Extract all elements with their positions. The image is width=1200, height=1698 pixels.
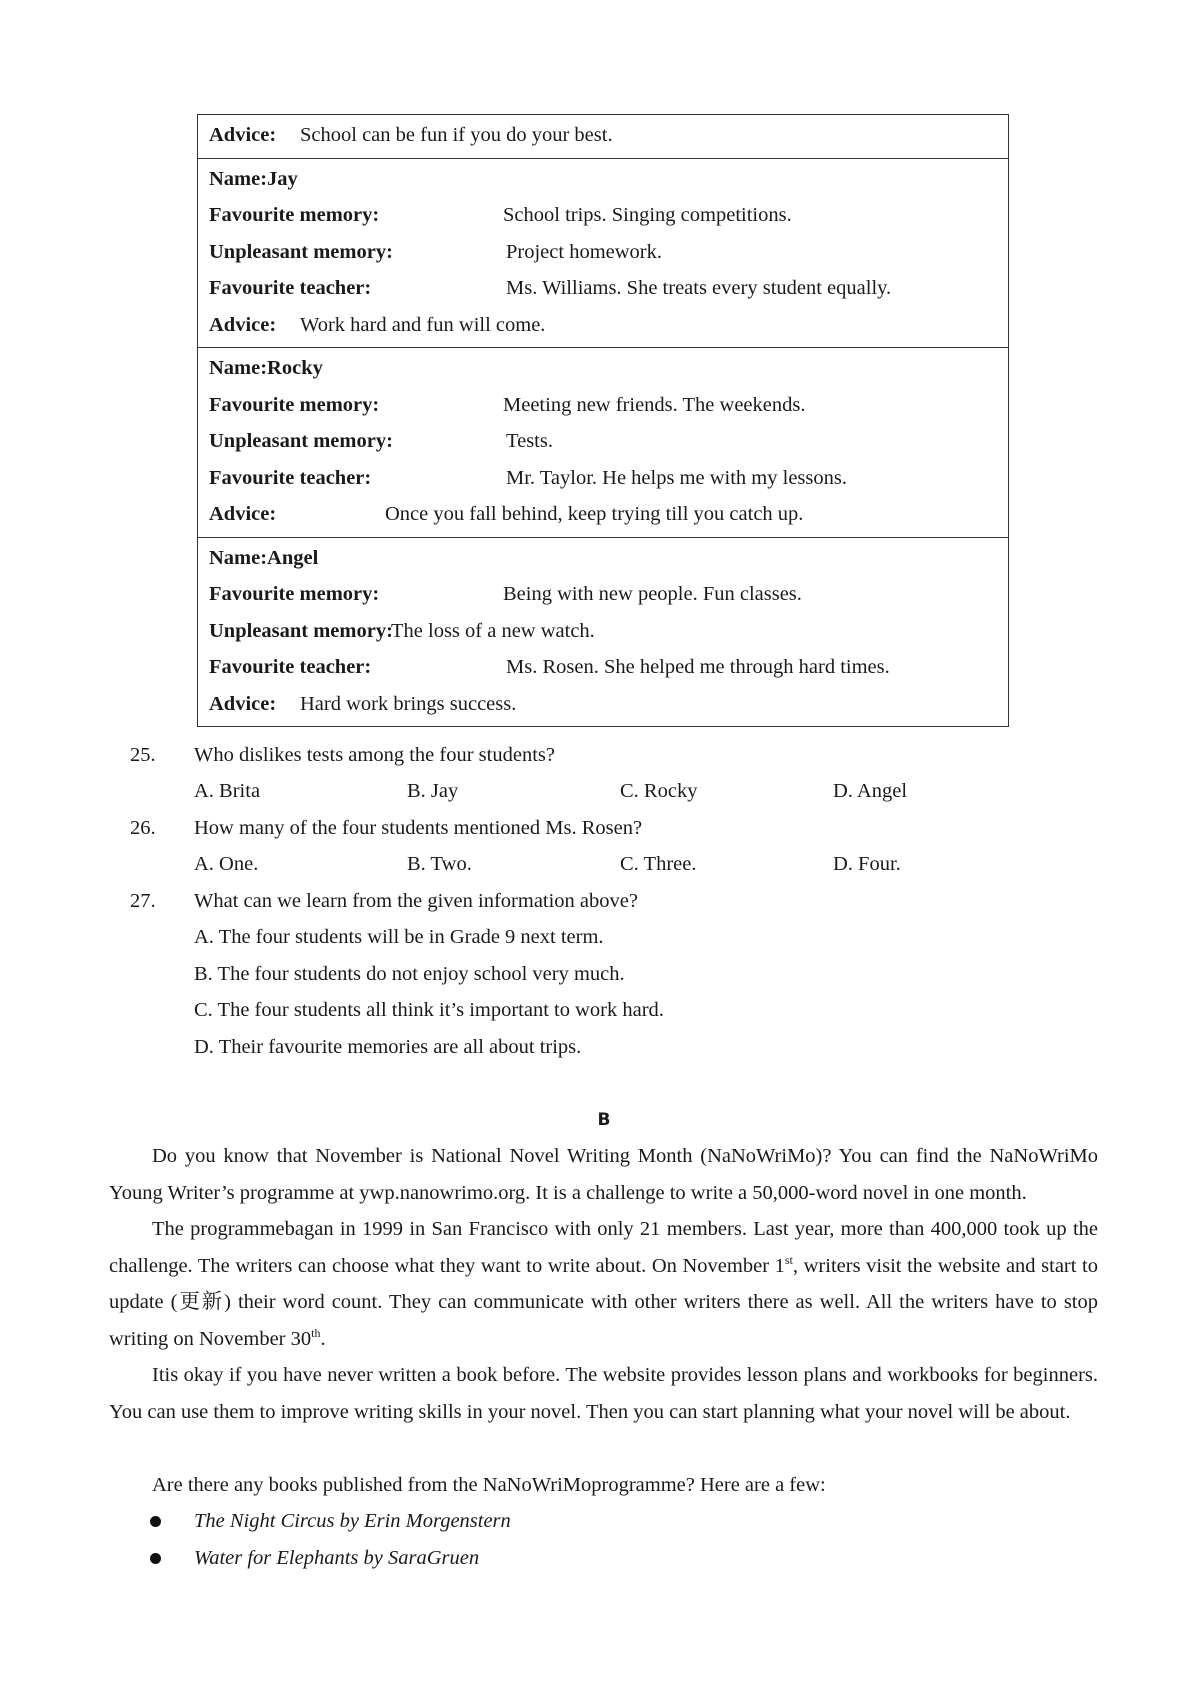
question-25-options [0,773,1200,809]
unpleasant-memory-label: Unpleasant memory: [209,430,393,452]
paragraph-text: Are there any books published from the NaNoWriMoprogramme? Here are a few: [152,1474,826,1496]
question-27 [0,883,1200,919]
student-profile-table [197,114,1009,727]
option-c[interactable]: C. The four students all think it’s important to work hard. [194,999,664,1021]
paragraph-3 [109,1357,1098,1430]
unpleasant-memory-label: Unpleasant memory: [209,240,393,263]
option-c[interactable]: C. Rocky [620,780,698,802]
profile-rocky [198,347,1008,537]
profile-angel [198,537,1008,727]
favourite-teacher-value: Ms. Williams. She treats every student equally. [506,277,892,299]
paragraph-text: Do you know that November is National Novel Writing Month (NaNoWriMo)? You can find the NaNoWriMo Young Writer’s programme at ywp.nanowrimo.org. It is a challenge to write a 50,000-word novel in one month. [109,1145,1098,1204]
favourite-memory-label: Favourite memory: [209,393,380,416]
paragraph-text: . [320,1327,326,1350]
question-text: What can we learn from the given information above? [194,890,638,912]
favourite-teacher-value: Mr. Taylor. He helps me with my lessons. [506,466,847,489]
ordinal-suffix: st [784,1252,793,1267]
table-row-top-advice [198,115,1008,158]
question-text: How many of the four students mentioned Ms. Rosen? [194,817,643,839]
question-26-options [0,846,1200,882]
section-heading: B [597,1110,611,1130]
paragraph-4 [109,1467,1098,1504]
option-d[interactable]: D. Their favourite memories are all about trips. [194,1036,582,1058]
paragraph-text: The programmebagan in 1999 in San Francisco with only 21 members. Last year, more than 400,000 took up the challenge. The writers can choose what they want to write about. On November 1 [109,1218,1098,1277]
paragraph-1 [109,1138,1098,1211]
profile-name: Name:Angel [209,546,319,569]
unpleasant-memory-value: The loss of a new watch. [391,619,595,642]
question-text: Who dislikes tests among the four students? [194,744,555,766]
unpleasant-memory-value: Project homework. [506,240,662,263]
advice-label: Advice: [209,124,277,146]
ordinal-suffix: th [311,1325,321,1340]
option-b[interactable]: B. The four students do not enjoy school very much. [194,963,625,985]
advice-label: Advice: [209,692,277,715]
advice-label: Advice: [209,313,277,336]
option-a[interactable]: A. The four students will be in Grade 9 next term. [194,926,604,948]
paragraph-text: Itis okay if you have never written a book before. The website provides lesson plans and workbooks for beginners. You can use them to improve writing skills in your novel. Then you can start planning what your novel will be about. [109,1364,1098,1423]
bullet-icon [150,1553,161,1564]
question-25 [0,737,1200,773]
book-title: Water for Elephants by SaraGruen [194,1547,480,1569]
option-d[interactable]: D. Angel [833,780,908,802]
paragraph-2 [109,1211,1098,1357]
favourite-teacher-label: Favourite teacher: [209,656,372,678]
unpleasant-memory-label: Unpleasant memory: [209,619,393,642]
favourite-memory-label: Favourite memory: [209,204,380,226]
option-d[interactable]: D. Four. [833,853,901,875]
option-c[interactable]: C. Three. [620,853,697,875]
advice-value: Hard work brings success. [300,692,517,715]
favourite-memory-value: Meeting new friends. The weekends. [503,393,806,416]
favourite-teacher-value: Ms. Rosen. She helped me through hard times. [506,656,890,678]
profile-name: Name:Rocky [209,357,323,379]
question-number: 25. [130,744,156,766]
book-title: The Night Circus by Erin Morgenstern [194,1510,511,1532]
paragraph-text: , writers visit the website and start to update (更新) their word count. They can communicate with other writers there as well. All the writers have to stop writing on November 30 [109,1254,1098,1350]
unpleasant-memory-value: Tests. [506,430,553,452]
favourite-teacher-label: Favourite teacher: [209,466,372,489]
question-26 [0,810,1200,846]
question-number: 27. [130,890,156,912]
option-a[interactable]: A. One. [194,853,259,875]
favourite-memory-value: Being with new people. Fun classes. [503,583,802,605]
profile-jay [198,158,1008,348]
advice-label: Advice: [209,503,277,525]
advice-value: Work hard and fun will come. [300,313,546,336]
question-number: 26. [130,817,156,839]
advice-value: Once you fall behind, keep trying till you catch up. [385,503,804,525]
favourite-teacher-label: Favourite teacher: [209,277,372,299]
advice-value: School can be fun if you do your best. [300,124,613,146]
favourite-memory-label: Favourite memory: [209,583,380,605]
option-b[interactable]: B. Jay [407,780,459,802]
bullet-icon [150,1516,161,1527]
option-b[interactable]: B. Two. [407,853,472,875]
favourite-memory-value: School trips. Singing competitions. [503,204,792,226]
profile-name: Name:Jay [209,167,298,190]
option-a[interactable]: A. Brita [194,780,261,802]
